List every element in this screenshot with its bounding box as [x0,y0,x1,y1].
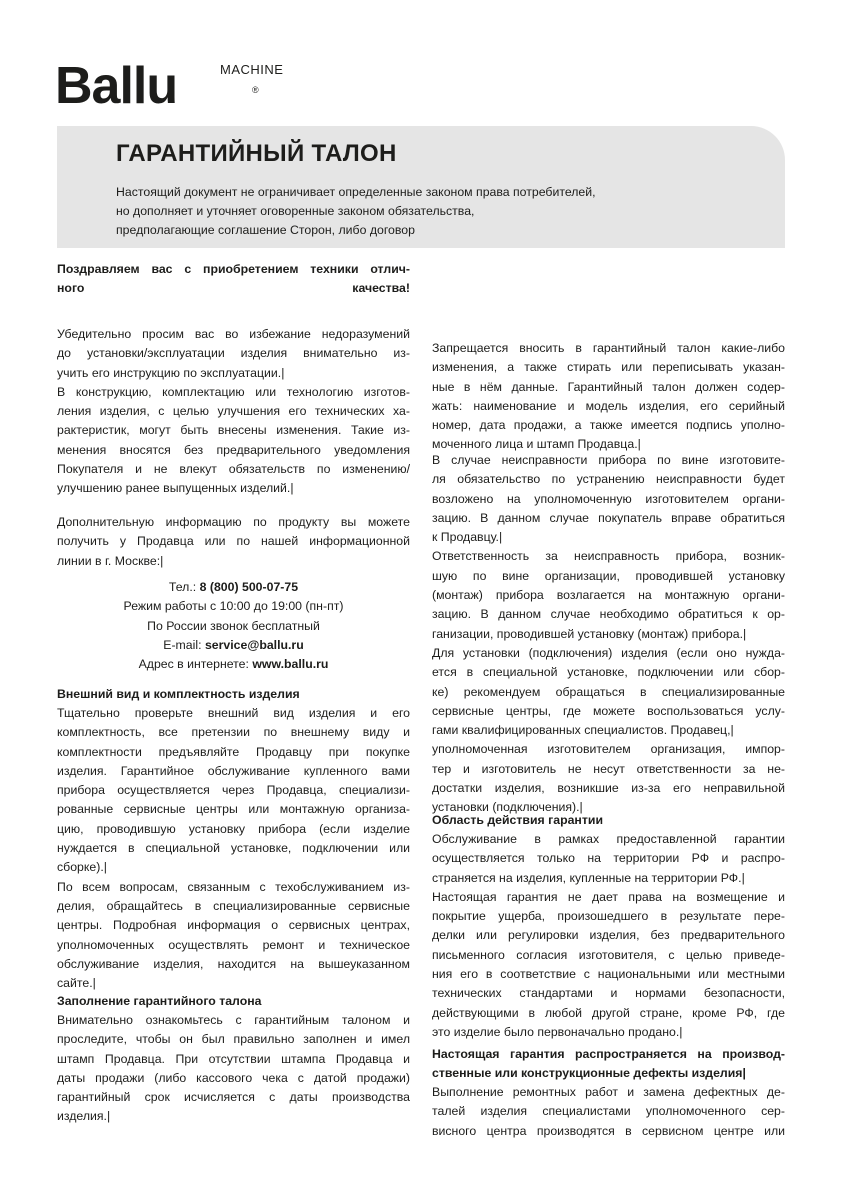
text-line: делки или регулировки изделия, без предварительного [432,928,785,943]
text-line: покрытие ущерба, произошедшего в результате пере- [432,909,785,924]
filling-paragraph [57,1011,410,1127]
text-line: Поздравляем вас с приобретением техники отлич- [57,262,410,276]
text-line: тер и изготовитель не несут ответственности за не- [432,761,785,776]
banner-line: предполагающие соглашение Сторон, либо договор [116,223,415,237]
appearance-heading [57,685,410,704]
text-line: зацию. В данном случае покупатель вправе обратиться [432,510,785,525]
text-line: достатки изделия, возникшие из-за его неправильной [432,781,785,796]
text-line: осуществляется только на территории РФ и распро- [432,851,785,866]
free-call-line: По России звонок бесплатный [147,618,320,633]
text-line: ственные или конструкционные дефекты изделия| [432,1066,746,1081]
text-line: рованные сервисные центры или монтажную организа- [57,802,410,817]
text-line: ля обязательство по устранению неисправности будет [432,472,785,487]
text-line: изделия.| [57,1109,111,1124]
filling-heading [57,992,410,1011]
text-line: сервисные центры, где можете воспользоваться услу- [432,703,785,718]
text-line: Настоящая гарантия не дает права на возмещение и [432,889,785,904]
text-line: получить у Продавца или по нашей информационной [57,534,410,549]
phone-line [57,578,410,597]
text-line: Покупателя и не влекут обязательств по изменению/ [57,462,410,477]
text-line: обслуживание изделия, находится на вышеуказанном [57,956,410,971]
text-line: это изделие было первоначально продано.| [432,1024,683,1039]
text-line: цию, проводившую установку прибора (если изделие [57,821,410,836]
text-line: ления изделия, с целью улучшения его технических ха- [57,404,410,419]
text-line: установки (подключения).| [432,800,583,815]
text-line: к Продавцу.| [432,530,503,545]
text-line: проследите, чтобы он был правильно заполнен и имел [57,1032,410,1047]
text-line: жать: наименование и модель изделия, его серийный [432,398,785,413]
text-line: до установки/эксплуатации изделия внимательно из- [57,346,410,361]
defects-heading [432,1045,785,1084]
logo-registered: ® [252,85,259,95]
text-line: ния его в соответствие с национальными или местными [432,967,785,982]
email-link[interactable]: service@ballu.ru [204,637,304,652]
text-line: письменного согласия изготовителя, с целью приведе- [432,947,785,962]
heading-text: Область действия гарантии [432,813,603,827]
scope-heading [432,811,785,830]
text-line: действующими в любой другой стране, кроме РФ, где [432,1005,785,1020]
text-line: зацию. В данном случае необходимо обратиться к ор- [432,607,785,622]
text-line: моченного лица и штамп Продавца.| [432,437,641,452]
text-line: учить его инструкцию по эксплуатации.| [57,365,285,380]
text-line: В конструкцию, комплектацию или технологию изготов- [57,384,410,399]
scope-paragraph [432,830,785,1042]
page-title: ГАРАНТИЙНЫЙ ТАЛОН [116,140,397,167]
logo-wordmark: Ballu [55,57,178,115]
text-line: даты продажи (либо кассового чека с датой продажи) [57,1070,410,1085]
text-line: висного центра производятся в сервисном центре или [432,1123,785,1138]
text-line: рактеристик, могут быть внесены изменения. Такие из- [57,423,410,438]
text-line: ется в специальной установке, подключении или сбор- [432,665,785,680]
logo-machine: MACHINE [220,62,284,77]
text-line: сайте.| [57,976,96,991]
text-line: изделия. Гарантийное обслуживание купленного вами [57,763,410,778]
text-line: ного качества! [57,281,410,296]
text-line: В случае неисправности прибора по вине изготовите- [432,453,785,467]
text-line: Для установки (подключения) изделия (если оно нужда- [432,645,785,660]
phone-label: Тел.: [168,580,200,594]
text-line: гарантийный срок исчисляется с даты производства [57,1090,410,1105]
web-link[interactable]: www.ballu.ru [252,657,329,672]
text-line: Внимательно ознакомьтесь с гарантийным талоном и [57,1013,410,1027]
prohibited-paragraph [432,339,785,455]
text-line: штамп Продавца. При отсутствии штампа Продавца и [57,1051,410,1066]
text-line: По всем вопросам, связанным с техобслуживанием из- [57,879,410,894]
text-line: Убедительно просим вас во избежание недоразумений [57,327,410,341]
text-line: комплектности предъявляйте Продавцу при покупке [57,744,410,759]
text-line: шую по вине организации, проводившей установку [432,568,785,583]
text-line: (монтаж) прибора возлагается на монтажную органи- [432,588,785,603]
info-paragraph [57,513,410,571]
banner-line: Настоящий документ не ограничивает определенные законом права потребителей, [116,185,596,199]
congrats-heading [57,260,410,299]
intro-paragraph [57,325,410,499]
text-line: талей изделия специалистами уполномоченного сер- [432,1104,785,1119]
text-line: Дополнительную информацию по продукту вы можете [57,515,410,529]
text-line: ке) рекомендуем обращаться в специализированные [432,684,785,699]
header-banner [57,126,785,248]
text-line: комплектность, все претензии по внешнему виду и [57,725,410,740]
text-line: Выполнение ремонтных работ и замена дефектных де- [432,1085,785,1099]
text-line: Тщательно проверьте внешний вид изделия и его [57,706,410,720]
text-line: уполномоченных осуществлять ремонт и техническое [57,937,410,952]
text-line: гами квалифицированных специалистов. Продавец,| [432,723,734,738]
email-line [57,636,410,655]
hours-line: Режим работы с 10:00 до 19:00 (пн-пт) [123,599,344,614]
heading-text: Заполнение гарантийного талона [57,994,262,1008]
appearance-paragraph [57,704,410,993]
text-line: Обслуживание в рамках предоставленной гарантии [432,832,785,846]
responsibility-paragraph [432,451,785,818]
text-line: нуждается в специальной установке, подключении или [57,841,410,856]
web-line [57,655,410,674]
banner-intro [116,183,596,240]
text-line: ные в нём данные. Гарантийный талон должен содер- [432,379,785,394]
ballu-logo [55,52,284,122]
email-label: E-mail: [163,637,205,652]
banner-line: но дополняет и уточняет оговоренные законом обязательства, [116,204,475,218]
text-line: изменения, а также стирать или переписывать указан- [432,360,785,375]
heading-text: Внешний вид и комплектность изделия [57,687,300,701]
text-line: прибора осуществляется через Продавца, специализи- [57,783,410,798]
web-label: Адрес в интернете: [138,657,253,672]
text-line: технических стандартами и нормами безопасности, [432,986,785,1001]
text-line: страняется на изделия, купленные на территории РФ.| [432,870,745,885]
text-line: улучшению ранее выпущенных изделий.| [57,481,294,496]
text-line: менения вносятся без предварительного уведомления [57,442,410,457]
text-line: Запрещается вносить в гарантийный талон какие-либо [432,341,785,355]
text-line: Ответственность за неисправность прибора, возник- [432,549,785,564]
text-line: Настоящая гарантия распространяется на производ- [432,1047,785,1061]
text-line: делия, обращайтесь в специализированные сервисные [57,898,410,913]
phone-number: 8 (800) 500-07-75 [199,580,299,594]
text-line: центры. Подробная информация о сервисных центрах, [57,918,410,933]
text-line: уполномоченная изготовителем организация, импор- [432,742,785,757]
contacts [57,578,410,674]
text-line: номер, дата продажи, а также имеется подпись уполно- [432,418,785,433]
text-line: линии в г. Москве:| [57,553,164,568]
text-line: сборке).| [57,860,107,875]
defects-paragraph [432,1083,785,1141]
text-line: ганизации, проводившей установку (монтаж) прибора.| [432,626,747,641]
text-line: возложено на уполномоченную изготовителем органи- [432,491,785,506]
